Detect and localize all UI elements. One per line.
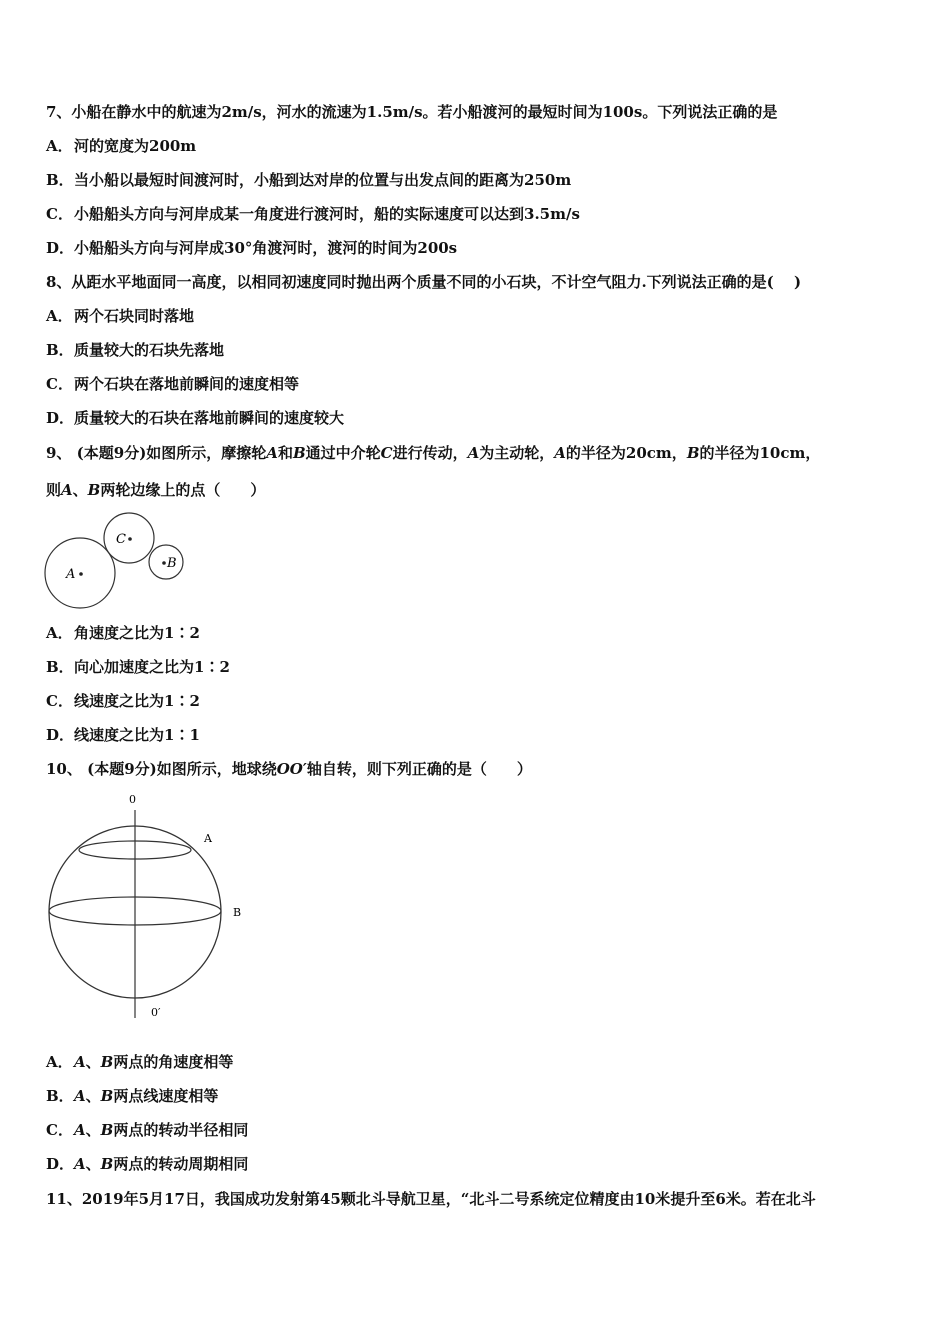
wheel-a-symbol: A: [554, 444, 566, 462]
wheel-b-label: B: [167, 556, 177, 571]
option-text: 小船船头方向与河岸成30°角渡河时，渡河的时间为200s: [74, 239, 458, 257]
option-text: 质量较大的石块先落地: [74, 341, 225, 359]
option-label: A．: [46, 1053, 73, 1071]
point-b-symbol: B: [100, 1155, 114, 1173]
q9-stem-line1: [46, 443, 820, 463]
wheel-a-center-dot: [79, 572, 83, 576]
option-text: 角速度之比为1∶2: [74, 624, 200, 642]
option-label: B．: [46, 658, 74, 676]
q10-stem: [46, 759, 532, 779]
q8-option-b: [46, 340, 224, 360]
q7-option-b: [46, 170, 571, 190]
option-text: 、: [85, 1155, 101, 1173]
option-label: D．: [46, 409, 75, 427]
wheel-b-symbol: B: [87, 481, 101, 499]
option-label: B．: [46, 171, 74, 189]
option-text: 线速度之比为1∶2: [74, 692, 200, 710]
option-text: 、: [85, 1087, 101, 1105]
option-label: A．: [46, 137, 73, 155]
option-text: 两点的转动周期相同: [113, 1155, 249, 1173]
option-label: C．: [46, 205, 73, 223]
q9-option-a: [46, 623, 200, 643]
stem-text: (本题9分)如图所示，摩擦轮: [71, 444, 267, 462]
question-number: 10、: [46, 760, 82, 778]
option-text: 两点的角速度相等: [113, 1053, 234, 1071]
wheel-c-symbol: C: [380, 444, 393, 462]
q7-stem: 7、小船在静水中的航速为2m/s，河水的流速为1.5m/s。若小船渡河的最短时间为100s。下列说法正确的是: [46, 103, 778, 121]
stem-text: (本题9分)如图所示，地球绕: [81, 760, 277, 778]
option-text: 两点的转动半径相同: [113, 1121, 249, 1139]
wheel-a-symbol: A: [467, 444, 480, 462]
q9-option-b: [46, 657, 230, 677]
option-text: 、: [85, 1053, 101, 1071]
wheel-a-symbol: A: [61, 481, 73, 499]
point-b-label: B: [233, 906, 242, 919]
option-label: D．: [46, 1155, 75, 1173]
q8-option-d: [46, 408, 344, 428]
point-b-symbol: B: [100, 1053, 114, 1071]
axis-top-label: 0: [129, 793, 136, 806]
option-label: A．: [46, 307, 73, 325]
option-label: C．: [46, 375, 73, 393]
point-b-symbol: B: [100, 1087, 114, 1105]
point-a-symbol: A: [74, 1087, 86, 1105]
stem-text: 的半径为10cm，: [699, 444, 821, 462]
earth-rotation-figure: [40, 788, 250, 1023]
point-a-symbol: A: [74, 1155, 86, 1173]
axis-bottom-label: 0′: [151, 1006, 161, 1019]
option-text: 当小船以最短时间渡河时，小船到达对岸的位置与出发点间的距离为250m: [74, 171, 572, 189]
stem-text: 为主动轮，: [479, 444, 555, 462]
point-b-symbol: B: [100, 1121, 114, 1139]
option-label: D．: [46, 726, 75, 744]
wheel-b-symbol: B: [686, 444, 700, 462]
stem-text: 两轮边缘上的点（ ）: [100, 481, 266, 499]
wheel-c-label: C: [116, 532, 126, 547]
wheel-a-label: A: [66, 567, 76, 582]
option-text: 质量较大的石块在落地前瞬间的速度较大: [74, 409, 345, 427]
stem-text: 进行传动，: [392, 444, 468, 462]
option-label: C．: [46, 692, 73, 710]
q11-stem: 11、2019年5月17日，我国成功发射第45颗北斗导航卫星，“北斗二号系统定位精度由10米提升至6米。若在北斗: [46, 1190, 816, 1208]
q10-option-d: [46, 1154, 248, 1174]
stem-text: 通过中介轮: [305, 444, 381, 462]
option-label: B．: [46, 341, 74, 359]
wheel-b-center-dot: [162, 561, 166, 565]
option-label: D．: [46, 239, 75, 257]
q9-option-c: [46, 691, 200, 711]
option-text: 两个石块在落地前瞬间的速度相等: [74, 375, 300, 393]
option-text: 两个石块同时落地: [74, 307, 195, 325]
q10-option-b: [46, 1086, 218, 1106]
q10-option-c: [46, 1120, 248, 1140]
stem-text: 和: [277, 444, 293, 462]
question-number: 9、: [46, 444, 72, 462]
point-a-symbol: A: [74, 1053, 86, 1071]
stem-text: 轴自转，则下列正确的是（ ）: [306, 760, 532, 778]
wheel-b-circle: [149, 545, 183, 579]
stem-text: 的半径为20cm，: [565, 444, 687, 462]
q10-option-a: [46, 1052, 233, 1072]
wheel-b-symbol: B: [292, 444, 306, 462]
q8-stem: 8、从距水平地面同一高度，以相同初速度同时抛出两个质量不同的小石块，不计空气阻力.下列说法正确的是( ): [46, 273, 802, 291]
q8-option-c: [46, 374, 299, 394]
option-label: A．: [46, 624, 73, 642]
option-text: 线速度之比为1∶1: [74, 726, 200, 744]
option-text: 向心加速度之比为1∶2: [74, 658, 230, 676]
q9-option-d: [46, 725, 200, 745]
option-text: 小船船头方向与河岸成某一角度进行渡河时，船的实际速度可以达到3.5m/s: [74, 205, 580, 223]
option-text: 两点线速度相等: [113, 1087, 219, 1105]
q7-option-a: [46, 136, 196, 156]
q7-option-d: [46, 238, 457, 258]
q7-option-c: [46, 204, 580, 224]
option-text: 、: [85, 1121, 101, 1139]
q8-option-a: [46, 306, 194, 326]
option-text: 河的宽度为200m: [74, 137, 197, 155]
option-label: C．: [46, 1121, 73, 1139]
point-a-symbol: A: [74, 1121, 86, 1139]
axis-symbol: OO′: [276, 760, 307, 778]
stem-text: 则: [46, 481, 62, 499]
q9-stem-line2: [46, 480, 265, 500]
point-a-label: A: [204, 832, 212, 845]
stem-text: 、: [72, 481, 88, 499]
wheel-a-symbol: A: [266, 444, 278, 462]
wheel-c-center-dot: [128, 537, 132, 541]
option-label: B．: [46, 1087, 74, 1105]
friction-wheels-figure: [40, 508, 190, 616]
